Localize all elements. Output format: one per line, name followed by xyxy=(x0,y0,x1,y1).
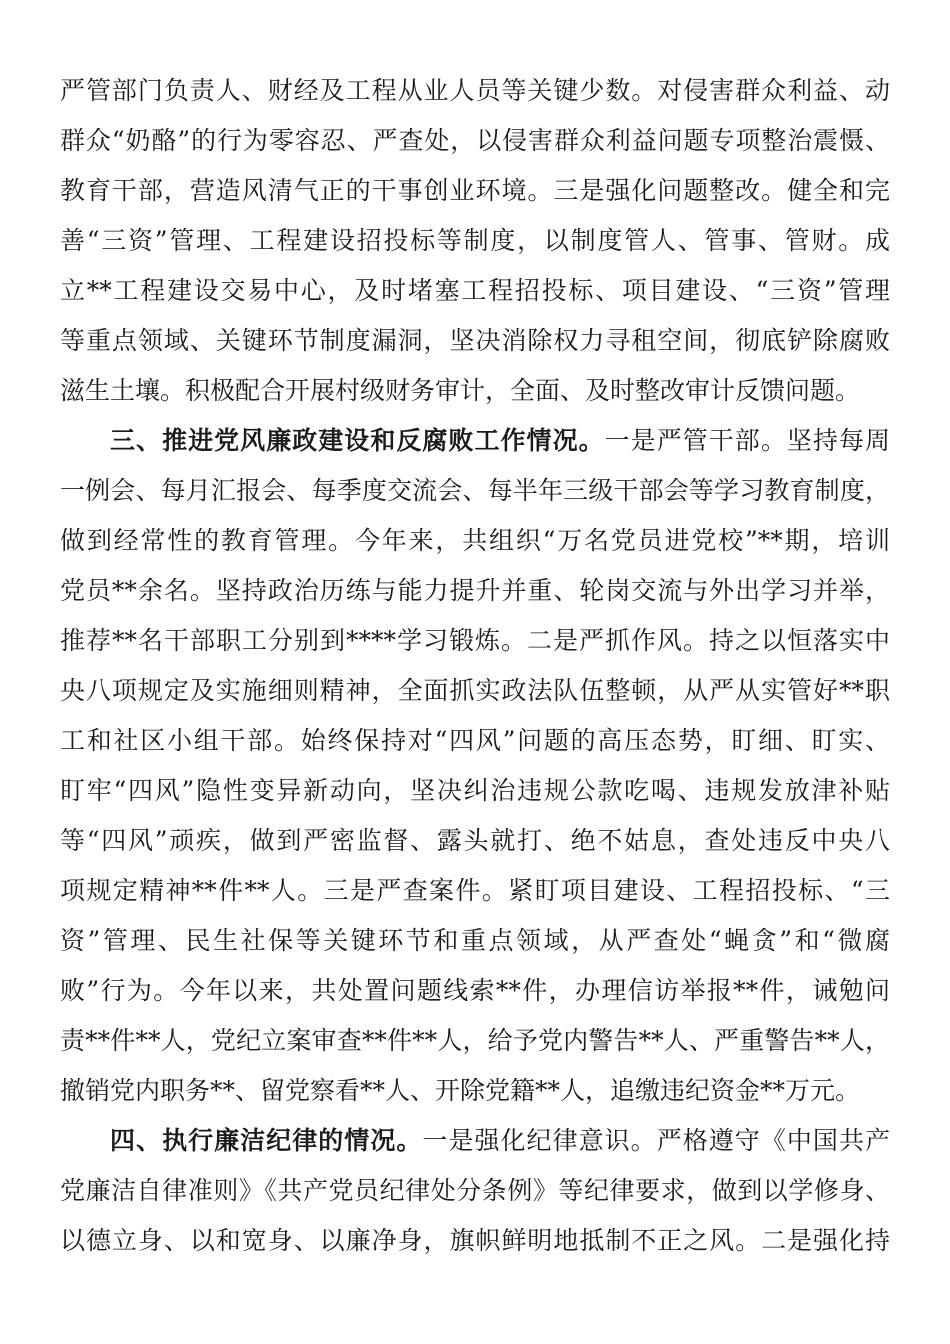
text-line: 善“三资”管理、工程建设招投标等制度，以制度管人、管事、管财。成 xyxy=(60,226,890,255)
text-line: 滋生土壤。积极配合开展村级财务审计，全面、及时整改审计反馈问题。 xyxy=(60,376,861,405)
paragraph-section-three xyxy=(60,416,890,1116)
text-line: 群众“奶酪”的行为零容忍、严查处，以侵害群众利益问题专项整治震慑、 xyxy=(60,126,890,155)
text-line: 党廉洁自律准则》《共产党员纪律处分条例》等纪律要求，做到以学修身、 xyxy=(60,1176,890,1205)
section-lead-text: 一是强化纪律意识。严格遵守《中国共产 xyxy=(422,1126,890,1155)
text-line: 严管部门负责人、财经及工程从业人员等关键少数。对侵害群众利益、动 xyxy=(60,76,890,105)
document-body xyxy=(60,66,890,1266)
text-line: 项规定精神**件**人。三是严查案件。紧盯项目建设、工程招投标、“三 xyxy=(60,876,890,905)
text-line: 推荐**名干部职工分别到****学习锻炼。二是严抓作风。持之以恒落实中 xyxy=(60,626,890,655)
section-heading: 三、推进党风廉政建设和反腐败工作情况。 xyxy=(110,426,605,455)
text-line: 工和社区小组干部。始终保持对“四风”问题的高压态势，盯细、盯实、 xyxy=(60,726,890,755)
text-line: 做到经常性的教育管理。今年来，共组织“万名党员进党校”**期，培训 xyxy=(60,526,890,555)
text-line: 资”管理、民生社保等关键环节和重点领域，从严查处“蝇贪”和“微腐 xyxy=(60,926,890,955)
text-line: 央八项规定及实施细则精神，全面抓实政法队伍整顿，从严从实管好**职 xyxy=(60,676,890,705)
text-line xyxy=(60,1116,890,1166)
text-line: 等重点领域、关键环节制度漏洞，坚决消除权力寻租空间，彻底铲除腐败 xyxy=(60,326,890,355)
text-line xyxy=(60,416,890,466)
text-line: 撤销党内职务**、留党察看**人、开除党籍**人，追缴违纪资金**万元。 xyxy=(60,1076,861,1105)
text-line: 教育干部，营造风清气正的干事创业环境。三是强化问题整改。健全和完 xyxy=(60,176,890,205)
text-line: 立**工程建设交易中心，及时堵塞工程招投标、项目建设、“三资”管理 xyxy=(60,276,890,305)
text-line: 党员**余名。坚持政治历练与能力提升并重、轮岗交流与外出学习并举， xyxy=(60,576,890,605)
text-line: 盯牢“四风”隐性变异新动向，坚决纠治违规公款吃喝、违规发放津补贴 xyxy=(60,776,890,805)
text-line: 等“四风”顽疾，做到严密监督、露头就打、绝不姑息，查处违反中央八 xyxy=(60,826,890,855)
paragraph-continuation xyxy=(60,66,890,416)
section-heading: 四、执行廉洁纪律的情况。 xyxy=(110,1126,423,1155)
text-line: 一例会、每月汇报会、每季度交流会、每半年三级干部会等学习教育制度， xyxy=(60,476,890,505)
text-line: 败”行为。今年以来，共处置问题线索**件，办理信访举报**件，诫勉问 xyxy=(60,976,890,1005)
section-lead-text: 一是严管干部。坚持每周 xyxy=(604,426,890,455)
paragraph-section-four xyxy=(60,1116,890,1266)
text-line: 责**件**人，党纪立案审查**件**人，给予党内警告**人、严重警告**人， xyxy=(60,1026,890,1055)
text-line: 以德立身、以和宽身、以廉净身，旗帜鲜明地抵制不正之风。二是强化持 xyxy=(60,1226,890,1255)
